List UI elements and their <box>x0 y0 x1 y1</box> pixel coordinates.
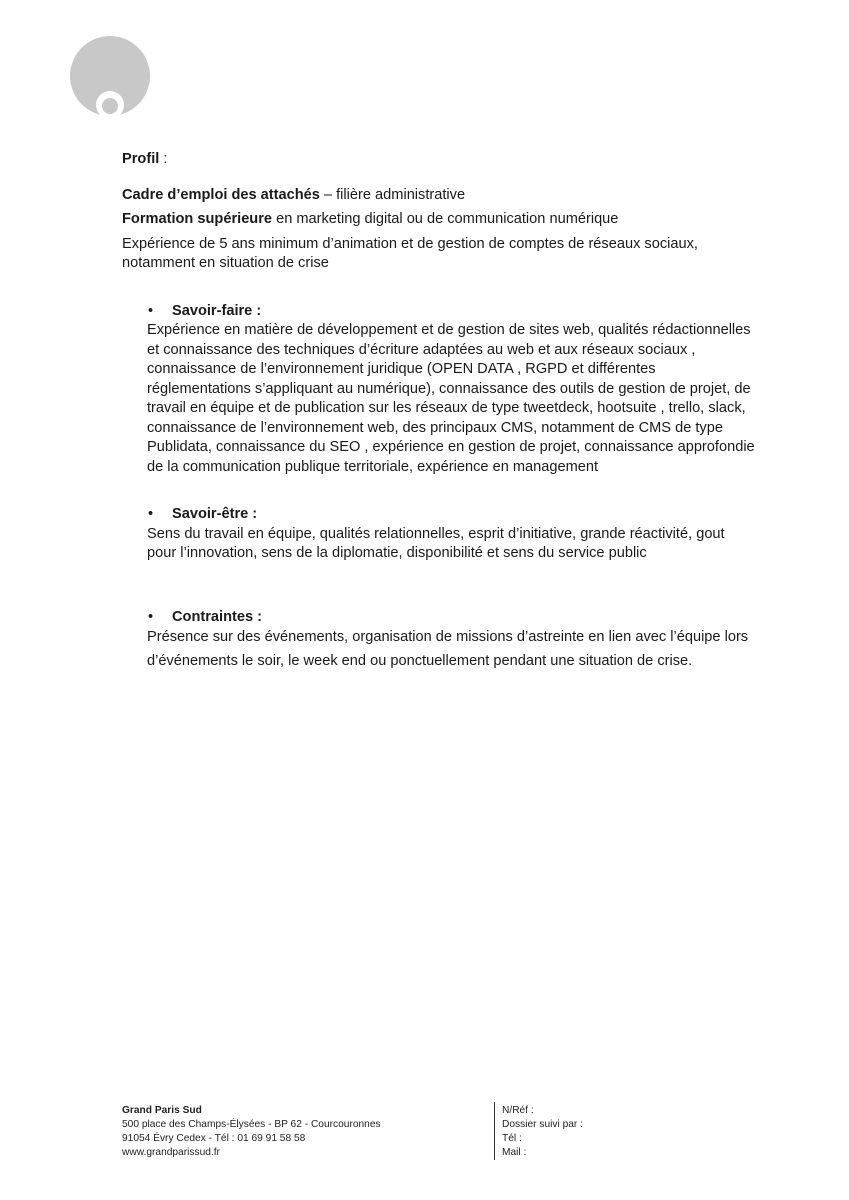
bullet-icon: • <box>148 302 154 319</box>
bullet-icon: • <box>148 506 154 522</box>
footer-mail-label: Mail : <box>502 1147 527 1158</box>
bullet-icon: • <box>148 608 154 625</box>
contraintes-body <box>122 625 762 673</box>
savoir-etre-line: Sens du travail en équipe, qualités relationnelles, esprit d’initiative, grande réactivité, gout <box>147 525 725 542</box>
savoir-faire-body <box>122 321 762 477</box>
requirement-formation-bold: Formation supérieure <box>122 211 273 227</box>
profil-heading <box>122 150 762 170</box>
savoir-faire-title: Savoir-faire : <box>172 302 262 319</box>
footer-ref-label: N/Réf : <box>502 1105 534 1116</box>
savoir-faire-line: et connaissance des techniques d’écriture adaptées au web et aux réseaux sociaux , <box>147 341 696 358</box>
savoir-faire-line: travail en équipe et de publication sur les réseaux de type tweetdeck, hootsuite , trello, slack, <box>147 400 746 416</box>
profil-label: Profil <box>122 151 160 167</box>
footer-address-block <box>122 1104 381 1160</box>
savoir-faire-line: de la communication publique territoriale, expérience en management <box>147 458 599 475</box>
footer-city-phone: 91054 Évry Cedex - Tél : 01 69 91 58 58 <box>122 1133 306 1144</box>
footer-dossier-label: Dossier suivi par : <box>502 1119 583 1130</box>
contraintes-title: Contraintes : <box>172 608 262 625</box>
footer-divider <box>494 1102 495 1160</box>
experience-line-1: Expérience de 5 ans minimum d’animation et de gestion de comptes de réseaux sociaux, <box>122 235 698 252</box>
footer-reference-block <box>502 1104 583 1160</box>
savoir-faire-line: connaissance de l’environnement web, des principaux CMS, notamment de CMS de type <box>147 419 723 436</box>
profil-suffix: : <box>159 151 168 167</box>
savoir-etre-title: Savoir-être : <box>172 506 258 522</box>
savoir-faire-line: Publidata, connaissance du SEO , expérience en gestion de projet, connaissance approfondie <box>147 439 755 455</box>
grand-paris-sud-logo <box>68 36 152 120</box>
savoir-etre-line: pour l’innovation, sens de la diplomatie, disponibilité et sens du service public <box>147 545 647 561</box>
footer-website-link[interactable]: www.grandparissud.fr <box>122 1147 220 1158</box>
contraintes-line: Présence sur des événements, organisation de missions d’astreinte en lien avec l’équipe lors <box>147 629 749 645</box>
requirement-cadre <box>122 186 762 206</box>
requirement-formation-rest: en marketing digital ou de communication numérique <box>272 211 619 227</box>
footer-tel-label: Tél : <box>502 1133 522 1144</box>
job-profile-content <box>122 150 762 673</box>
savoir-faire-line: connaissance de l’environnement juridique (OPEN DATA , RGPD et différentes <box>147 361 656 377</box>
experience-line-2: notamment en situation de crise <box>122 255 329 271</box>
savoir-faire-line: Expérience en matière de développement et de gestion de sites web, qualités rédactionnelles <box>147 322 751 338</box>
savoir-faire-line: réglementations s’appliquant au numérique), connaissance des outils de gestion de projet, de <box>147 380 751 397</box>
footer-address: 500 place des Champs-Élysées - BP 62 - Courcouronnes <box>122 1119 381 1130</box>
requirement-formation <box>122 210 762 230</box>
contraintes-line: d’événements le soir, le week end ou ponctuellement pendant une situation de crise. <box>147 653 693 669</box>
footer-organization-name: Grand Paris Sud <box>122 1105 202 1116</box>
contraintes-heading <box>122 608 762 628</box>
savoir-faire-heading <box>122 302 762 322</box>
requirement-cadre-bold: Cadre d’emploi des attachés <box>122 186 320 203</box>
savoir-etre-body <box>122 525 762 564</box>
requirement-cadre-rest: – filière administrative <box>319 186 466 203</box>
savoir-etre-heading <box>122 505 762 525</box>
